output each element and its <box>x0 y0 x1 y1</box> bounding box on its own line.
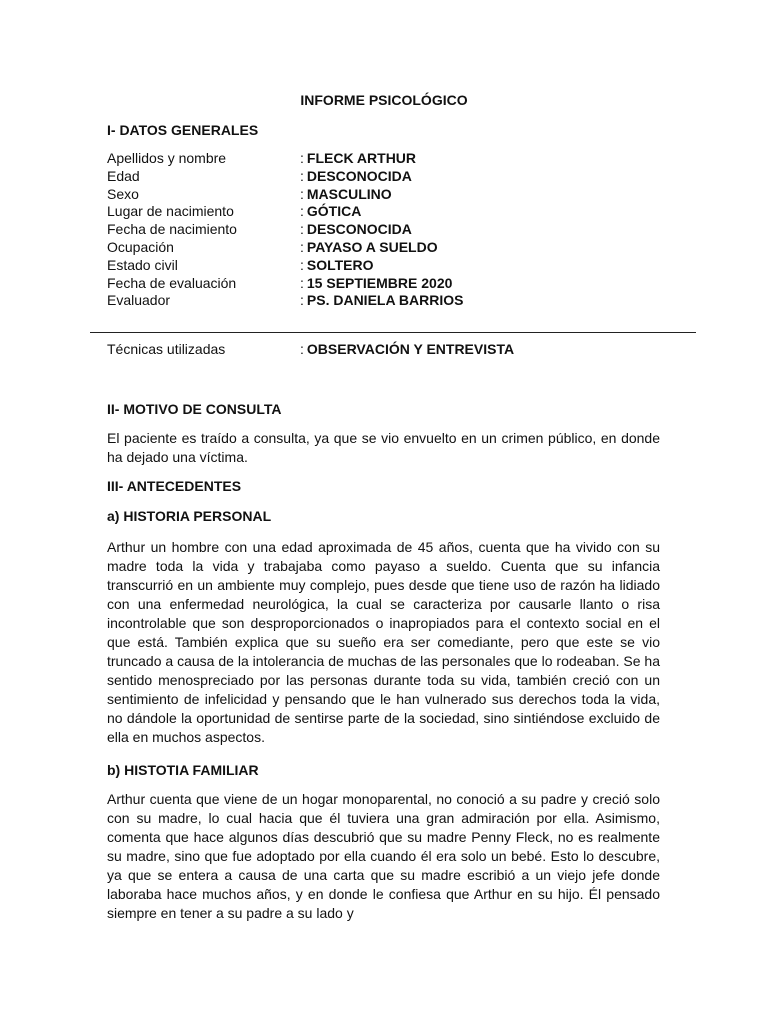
field-label: Apellidos y nombre <box>107 150 227 166</box>
field-colon: : <box>300 292 304 309</box>
field-colon: : <box>300 203 304 220</box>
field-value: PAYASO A SUELDO <box>306 238 438 255</box>
field-colon: : <box>300 238 304 255</box>
general-data-fields <box>107 150 667 310</box>
field-colon: : <box>300 185 304 202</box>
subsection-heading-historia-personal: a) HISTORIA PERSONAL <box>107 508 272 524</box>
field-value: GÓTICA <box>306 203 362 220</box>
subsection-heading-historia-familiar: b) HISTOTIA FAMILIAR <box>107 762 259 778</box>
horizontal-divider <box>90 332 696 333</box>
section-heading-motivo-consulta: II- MOTIVO DE CONSULTA <box>107 401 282 417</box>
field-row-edad <box>107 168 667 186</box>
field-row-fecha-evaluacion <box>107 275 667 293</box>
field-row-fecha-nacimiento <box>107 221 667 239</box>
field-row-tecnicas <box>107 340 514 358</box>
field-colon: : <box>300 167 304 184</box>
section-heading-antecedentes: III- ANTECEDENTES <box>107 478 242 494</box>
field-label: Fecha de evaluación <box>107 274 237 291</box>
field-value: FLECK ARTHUR <box>306 150 417 166</box>
paragraph-motivo-consulta: El paciente es traído a consulta, ya que se vio envuelto en un crimen público, en donde ha dejado una víctima. <box>107 430 660 465</box>
field-label: Fecha de nacimiento <box>107 221 237 238</box>
field-value: SOLTERO <box>306 256 374 273</box>
field-value: DESCONOCIDA <box>306 167 412 184</box>
field-value: PS. DANIELA BARRIOS <box>306 292 464 309</box>
field-colon: : <box>300 221 304 238</box>
field-label: Técnicas utilizadas <box>107 341 226 357</box>
field-label: Estado civil <box>107 256 178 273</box>
field-value: 15 SEPTIEMBRE 2020 <box>306 274 453 291</box>
section-heading-datos-generales: I- DATOS GENERALES <box>107 122 259 138</box>
field-row-estado-civil <box>107 257 667 275</box>
field-label: Lugar de nacimiento <box>107 203 234 220</box>
field-label: Sexo <box>107 185 139 202</box>
field-value: DESCONOCIDA <box>306 221 412 238</box>
field-row-sexo <box>107 186 667 204</box>
field-value: OBSERVACIÓN Y ENTREVISTA <box>306 341 515 357</box>
field-row-ocupacion <box>107 239 667 257</box>
field-label: Evaluador <box>107 292 171 309</box>
field-value: MASCULINO <box>306 185 392 202</box>
field-colon: : <box>300 256 304 273</box>
paragraph-historia-personal: Arthur un hombre con una edad aproximada de 45 años, cuenta que ha vivido con su madre toda la vida y trabajaba como payaso a sueldo. Cuenta que su infancia transcurrió en un ambiente muy complejo, pues desde que tiene uso de razón ha lidiado con una enfermedad neurológica, la cual se caracteriza por causarle llanto o risa incontrolable que son desproporcionados o inapropiados para el contexto social en el que está. También explica que su sueño era ser comediante, pero que este se vio truncado a causa de la intolerancia de muchas de las personales que lo rodeaban. Se ha sentido menospreciado por las personas durante toda su vida, también creció con un sentimiento de infelicidad y pensando que le han vulnerado sus derechos toda la vida, no dándole la oportunidad de sentirse parte de la sociedad, sino sintiéndose excluido de ella en muchos aspectos. <box>107 539 660 745</box>
field-row-nombre <box>107 150 667 168</box>
field-label: Ocupación <box>107 238 174 255</box>
field-row-evaluador <box>107 292 667 310</box>
paragraph-historia-familiar: Arthur cuenta que viene de un hogar monoparental, no conoció a su padre y creció solo con su madre, lo cual hacia que él tuviera una gran admiración por ella. Asimismo, comenta que hace algunos días descubrió que su madre Penny Fleck, no es realmente su madre, sino que fue adoptado por ella cuando él era solo un bebé. Esto lo descubre, ya que se entera a causa de una carta que su madre escribió a un viejo jefe donde laboraba hace muchos años, y en donde le confiesa que Arthur en su hijo. Él pensado siempre en tener a su padre a su lado y <box>107 791 660 921</box>
field-colon: : <box>300 274 304 291</box>
field-row-lugar-nacimiento <box>107 203 667 221</box>
field-label: Edad <box>107 167 140 184</box>
field-colon: : <box>300 341 304 357</box>
document-title: INFORME PSICOLÓGICO <box>300 92 468 108</box>
field-colon: : <box>300 150 304 166</box>
